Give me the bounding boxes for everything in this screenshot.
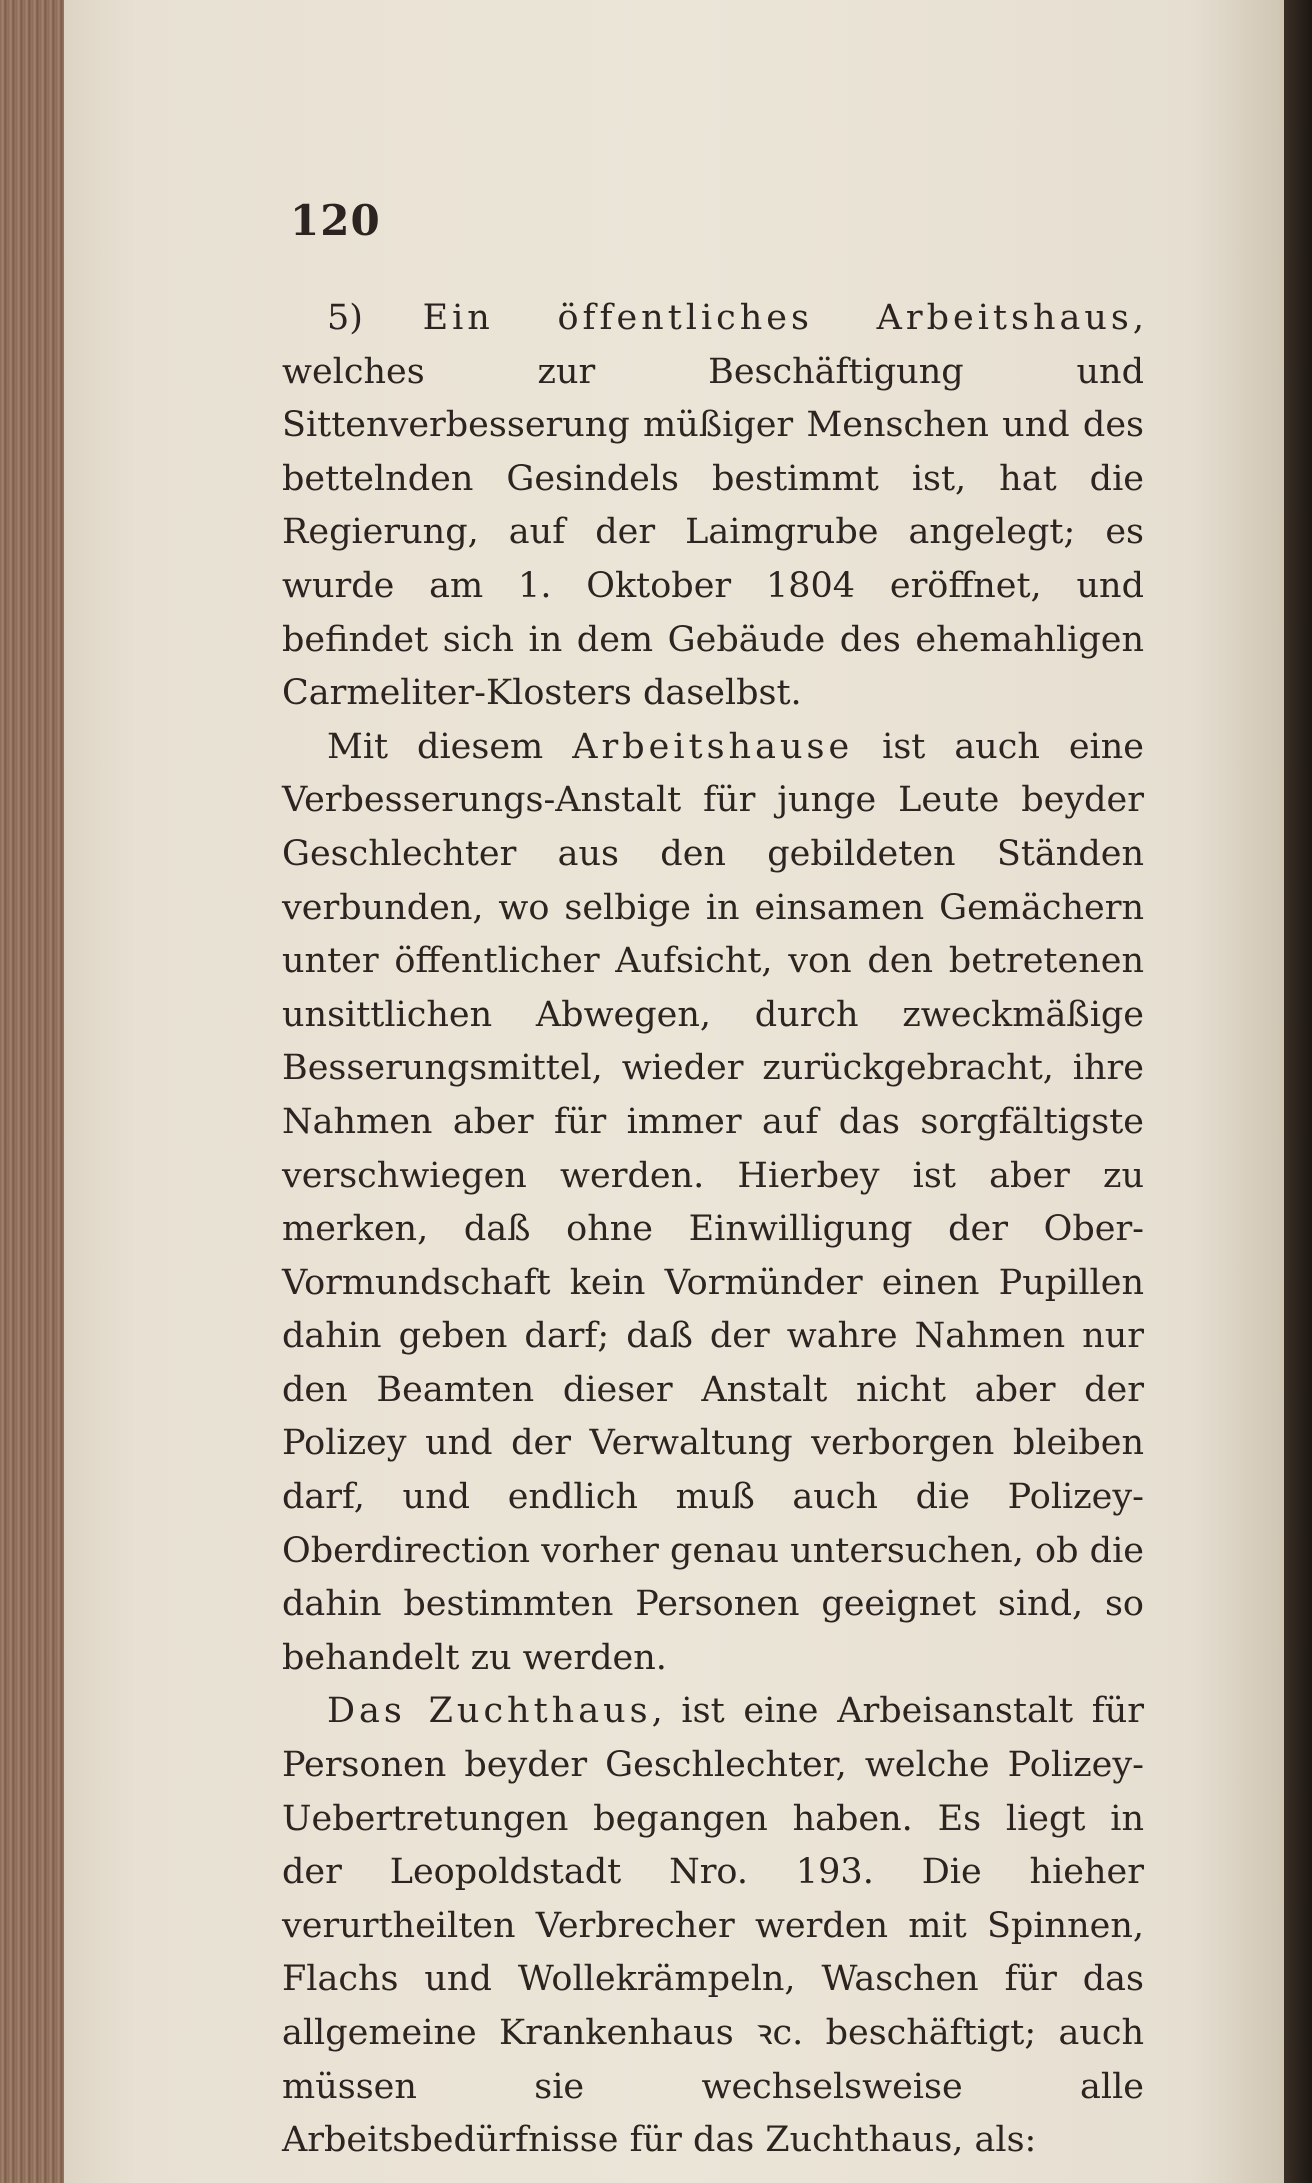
emphasis-zuchthaus: Das Zuchthaus — [327, 1691, 652, 1732]
paragraph-lead: Mit diesem — [327, 726, 573, 767]
page-number: 120 — [290, 196, 381, 245]
book-gutter-right — [1284, 0, 1312, 2183]
book-edge-left — [0, 0, 68, 2183]
paragraph-text: , welches zur Beschäftigung und Sittenverbesserung müßiger Menschen und des bettelnden Gesindels bestimmt ist, hat die Regierung, auf der Laimgrube angelegt; es wurde am 1. Oktober 1804 eröffnet, und befindet sich in dem Gebäude des ehemahligen Carmeliter-Klosters daselbst. — [282, 298, 1144, 714]
emphasis-arbeitshause: Arbeitshause — [572, 726, 854, 767]
body-text — [282, 292, 1144, 2168]
emphasis-arbeitshaus: Ein öffentliches Arbeitshaus — [422, 298, 1133, 338]
paragraph-arbeitshaus — [282, 292, 1144, 721]
paragraph-verbesserungs-anstalt — [282, 721, 1144, 1686]
paragraph-lead: 5) — [327, 298, 423, 338]
paragraph-text: , ist eine Arbeisanstalt für Personen beyder Geschlechter, welche Polizey-Uebertretungen begangen haben. Es liegt in der Leopoldstadt Nro. 193. Die hieher verurtheilten Verbrecher werden mit Spinnen, Flachs und Wollekrämpeln, Waschen für das allgemeine Krankenhaus ꝛc. beschäftigt; auch müssen sie wechselsweise alle Arbeitsbedürfnisse für das Zuchthaus, als: — [282, 1691, 1145, 2161]
paragraph-zuchthaus — [282, 1685, 1144, 2167]
paragraph-text: ist auch eine Verbesserungs-Anstalt für junge Leute beyder Geschlechter aus den gebildeten Ständen verbunden, wo selbige in einsamen Gemächern unter öffentlicher Aufsicht, von den betretenen unsittlichen Abwegen, durch zweckmäßige Besserungsmittel, wieder zurückgebracht, ihre Nahmen aber für immer auf das sorgfältigste verschwiegen werden. Hierbey ist aber zu merken, daß ohne Einwilligung der Ober-Vormundschaft kein Vormünder einen Pupillen dahin geben darf; daß der wahre Nahmen nur den Beamten dieser Anstalt nicht aber der Polizey und der Verwaltung verborgen bleiben darf, und endlich muß auch die Polizey-Oberdirection vorher genau untersuchen, ob die dahin bestimmten Personen geeignet sind, so behandelt zu werden. — [282, 726, 1144, 1678]
